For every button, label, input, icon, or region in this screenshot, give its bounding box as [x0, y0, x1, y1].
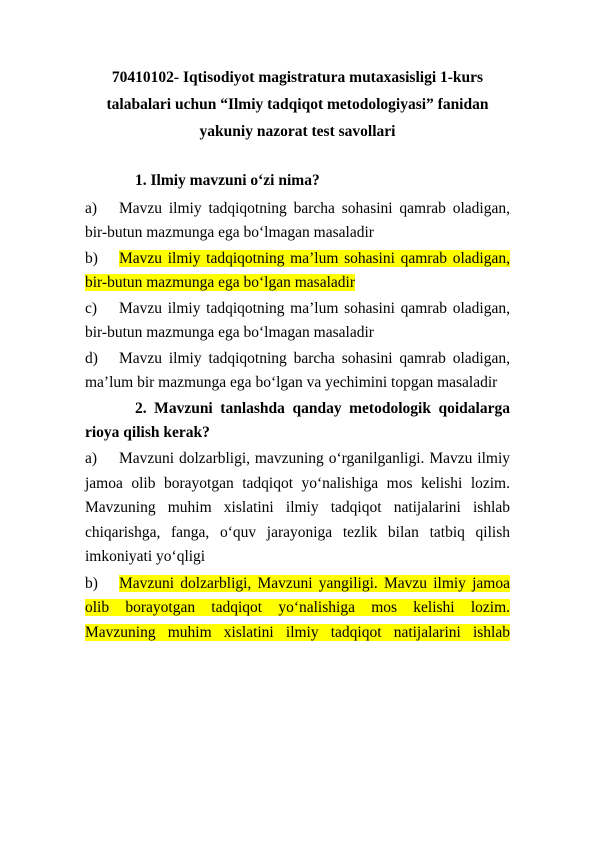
option-text-highlighted: Mavzu ilmiy tadqiqotning ma’lum sohasini qamrab oladigan, bir-butun mazmunga ega bo‘lgan masaladir: [85, 250, 510, 291]
title-line: 70410102- Iqtisodiyot magistratura mutaxasisligi 1-kurs: [111, 69, 484, 86]
option-label: a): [85, 200, 98, 217]
option-label: a): [85, 450, 98, 467]
title-line: yakuniy nazorat test savollari: [199, 123, 396, 140]
question-1: 1. Ilmiy mavzuni o‘zi nima?: [135, 172, 320, 189]
option-label: b): [85, 574, 98, 592]
document-title: [85, 64, 510, 145]
question-2: 2. Mavzuni tanlashda qanday metodologik qoidalarga rioya qilish kerak?: [85, 400, 510, 441]
option-text: Mavzu ilmiy tadqiqotning barcha sohasini qamrab oladigan, ma’lum bir mazmunga ega bo‘lgan va yechimini topgan masaladir: [85, 350, 510, 391]
option-label: c): [85, 300, 98, 317]
option-1a: [85, 197, 510, 245]
option-text: Mavzu ilmiy tadqiqotning ma’lum sohasini qamrab oladigan, bir-butun mazmunga ega bo‘lmagan masaladir: [85, 300, 510, 341]
option-2b: [85, 572, 510, 646]
option-text-highlighted: Mavzuni dolzarbligi, Mavzuni yangiligi. Mavzu ilmiy jamoa olib borayotgan tadqiqot yo‘nalishiga mos kelishi lozim. Mavzuning muhim xislatini ilmiy tadqiqot natijalarini ishlab: [85, 574, 510, 641]
option-label: b): [85, 250, 98, 267]
option-1b: [85, 247, 510, 295]
option-1d: [85, 347, 510, 395]
option-1c: [85, 297, 510, 345]
option-text: Mavzuni dolzarbligi, mavzuning o‘rganilganligi. Mavzu ilmiy jamoa olib borayotgan tadqiqot yo‘nalishiga mos kelishi lozim. Mavzuning muhim xislatini ilmiy tadqiqot natijalarini ishlab chiqarishga, fanga, o‘quv jarayoniga tezlik bilan tatbiq qilish imkoniyati yo‘qligi: [85, 450, 510, 565]
option-text: Mavzu ilmiy tadqiqotning barcha sohasini qamrab oladigan, bir-butun mazmunga ega bo‘lmagan masaladir: [85, 200, 510, 241]
option-label: d): [85, 350, 98, 367]
option-2a: [85, 447, 510, 570]
title-line: talabalari uchun “Ilmiy tadqiqot metodologiyasi” fanidan: [106, 96, 489, 113]
